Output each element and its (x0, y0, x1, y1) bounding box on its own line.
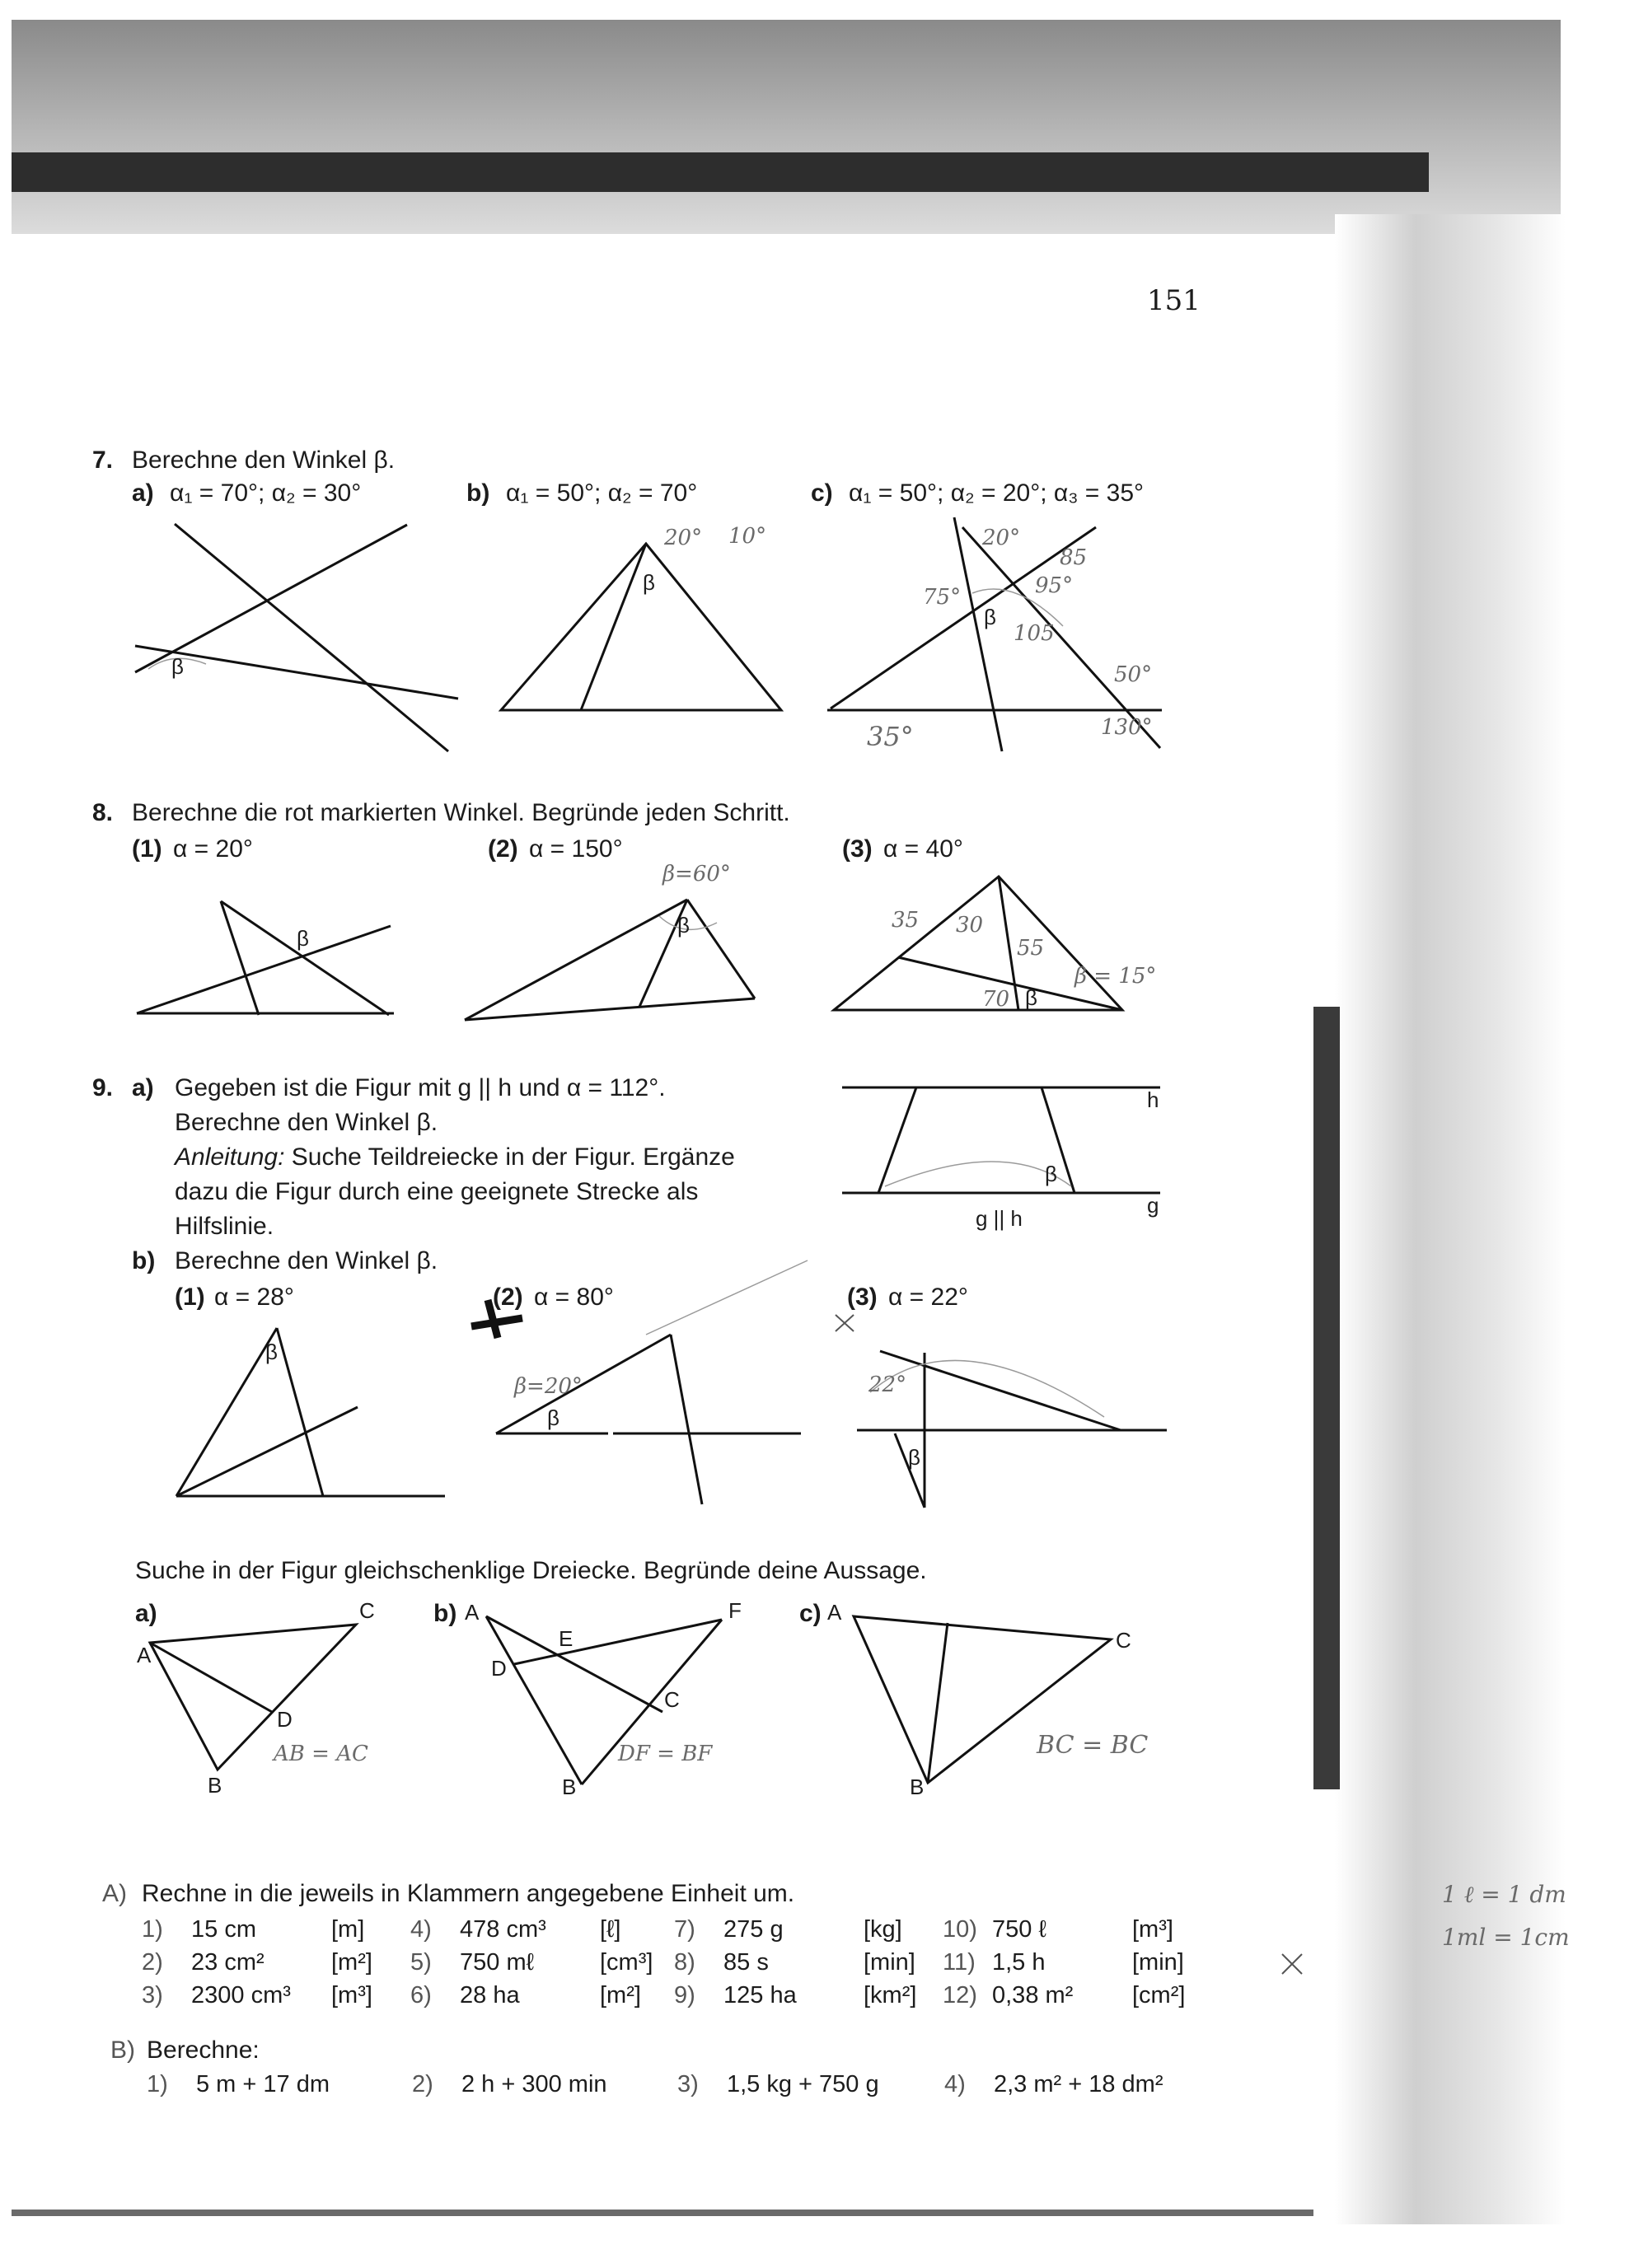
task8-3-label: (3) (842, 835, 873, 863)
task7-number: 7. (92, 447, 114, 474)
taskB-item-1: 1) 5 m + 17 dm (147, 2071, 330, 2097)
taskA-item-10: 10) 750 ℓ [m³] (943, 1916, 1173, 1943)
pt10b-B: B (562, 1775, 577, 1799)
hw-8-3a: 35 (892, 908, 920, 933)
task9a-line4: dazu die Figur durch eine geeignete Strecke als (175, 1178, 699, 1205)
task8-number: 8. (92, 799, 114, 826)
fig8-2-beta: β (677, 913, 690, 938)
fig9a-label-h: h (1147, 1087, 1159, 1112)
pt10a-B: B (208, 1773, 222, 1798)
task9a-line3: Suche Teildreiecke in der Figur. Ergänze (291, 1143, 735, 1171)
task9a-line1: Gegeben ist die Figur mit g || h und α = 112°. (175, 1074, 666, 1101)
fig7a-beta: β (171, 654, 184, 679)
taskA-item-5: 5) 750 mℓ [cm³] (410, 1949, 653, 1976)
task9a-hint-label: Anleitung: (175, 1143, 285, 1171)
task9b-label: b) (132, 1247, 156, 1274)
hw-7b-1: 20° (664, 526, 703, 550)
pt10c-B: B (910, 1775, 925, 1799)
fig-8-1 (137, 901, 394, 1015)
task9b-1-label: (1) (175, 1284, 205, 1311)
hw-7c-7: 130° (1101, 715, 1153, 740)
taskB-prompt: Berechne: (147, 2037, 260, 2064)
taskB-item-3: 3) 1,5 kg + 750 g (677, 2071, 879, 2097)
fig-9a (842, 1087, 1160, 1193)
hw-9b-3: 22° (868, 1372, 907, 1397)
taskA-label: A) (102, 1880, 127, 1907)
fig-7b (501, 544, 781, 710)
hw-7c-8: 35° (867, 721, 914, 752)
taskA-item-6: 6) 28 ha [m²] (410, 1982, 641, 2008)
top-dark-strip (12, 152, 1429, 192)
fig9b2-beta: β (547, 1405, 559, 1430)
task7a-label: a) (132, 479, 154, 507)
task9b-prompt: Berechne den Winkel β. (175, 1247, 438, 1274)
fig8-3-beta: β (1025, 985, 1037, 1010)
hw-8-3c: 55 (1017, 936, 1045, 961)
bottom-rule (12, 2210, 1313, 2216)
task10c-label: c) (799, 1600, 822, 1627)
fig8-1-beta: β (297, 926, 309, 951)
task9a-line5: Hilfslinie. (175, 1213, 274, 1240)
hw-8-3b: 30 (956, 913, 984, 938)
fig9b3-beta: β (908, 1445, 920, 1470)
taskB-item-2: 2) 2 h + 300 min (412, 2071, 607, 2097)
task9a-label: a) (132, 1074, 154, 1101)
fig-8-3 (834, 877, 1122, 1010)
task9b-2-label: (2) (493, 1284, 523, 1311)
taskA-item-11: 11) 1,5 h [min] (943, 1949, 1184, 1976)
fig9a-beta: β (1045, 1162, 1057, 1186)
hw-7c-6: 50° (1114, 662, 1153, 687)
task7b-given: α₁ = 50°; α₂ = 70° (506, 479, 698, 507)
hw-8-3d: β = 15° (1074, 964, 1157, 989)
task9-number: 9. (92, 1074, 114, 1101)
fig-9b-1 (176, 1328, 445, 1496)
hw-7c-1: 20° (982, 526, 1021, 550)
right-edge-shadow (1335, 214, 1566, 2224)
taskA-item-2: 2) 23 cm² [m²] (142, 1949, 372, 1976)
taskB-item-4: 4) 2,3 m² + 18 dm² (944, 2071, 1163, 2097)
fig-9b-2 (496, 1335, 801, 1504)
hw-10a: AB = AC (274, 1742, 368, 1766)
pt10a-D: D (277, 1707, 293, 1732)
fig-7a (135, 524, 458, 751)
task7a-given: α₁ = 70°; α₂ = 30° (170, 479, 362, 507)
hw-8-2: β=60° (662, 862, 731, 886)
taskA-item-4: 4) 478 cm³ [ℓ] (410, 1916, 621, 1943)
task8-prompt: Berechne die rot markierten Winkel. Begründe jeden Schritt. (132, 799, 790, 826)
hw-7c-5: 105 (1014, 621, 1055, 646)
task7c-label: c) (811, 479, 833, 507)
taskB-label: B) (110, 2037, 135, 2064)
task9b-3-given: α = 22° (888, 1284, 968, 1311)
hw-margin-1: 1 ℓ = 1 dm (1442, 1881, 1566, 1908)
hw-7c-4: 75° (923, 585, 962, 610)
top-scan-shadow (12, 20, 1561, 234)
task7c-given: α₁ = 50°; α₂ = 20°; α₃ = 35° (849, 479, 1145, 507)
pt10c-C: C (1116, 1628, 1131, 1653)
taskA-item-3: 3) 2300 cm³ [m³] (142, 1982, 372, 2008)
pt10c-A: A (827, 1600, 842, 1625)
task9a-hint (175, 1145, 735, 1170)
task10a-label: a) (135, 1600, 157, 1627)
fig9a-label-g: g (1147, 1193, 1159, 1218)
task9b-3-label: (3) (847, 1284, 878, 1311)
hw-7c-2: 85 (1060, 545, 1088, 570)
task8-1-label: (1) (132, 835, 162, 863)
task9a-line2: Berechne den Winkel β. (175, 1109, 438, 1136)
pt10b-C: C (664, 1687, 680, 1712)
taskA-prompt: Rechne in die jeweils in Klammern angegebene Einheit um. (142, 1880, 795, 1907)
task9b-1-given: α = 28° (214, 1284, 294, 1311)
hw-7c-3: 95° (1035, 573, 1074, 598)
page-number: 151 (1147, 284, 1201, 317)
taskA-item-7: 7) 275 g [kg] (674, 1916, 902, 1943)
hw-7b-2: 10° (728, 524, 767, 549)
pt10a-C: C (359, 1598, 375, 1623)
task10-prompt: Suche in der Figur gleichschenklige Dreiecke. Begründe deine Aussage. (135, 1557, 927, 1584)
pt10b-F: F (728, 1598, 742, 1623)
taskA-item-8: 8) 85 s [min] (674, 1949, 915, 1976)
taskA-item-9: 9) 125 ha [km²] (674, 1982, 917, 2008)
fig7c-beta: β (984, 605, 996, 629)
taskA-item-12: 12) 0,38 m² [cm²] (943, 1982, 1186, 2008)
task8-3-given: α = 40° (883, 835, 963, 863)
pt10b-D: D (491, 1656, 507, 1681)
binding-bar (1313, 1007, 1340, 1789)
task8-1-given: α = 20° (173, 835, 253, 863)
task7-prompt: Berechne den Winkel β. (132, 447, 396, 474)
pt10a-A: A (137, 1643, 152, 1667)
hw-10c: BC = BC (1037, 1731, 1149, 1760)
fig7b-beta: β (643, 570, 655, 595)
hw-10b: DF = BF (618, 1742, 713, 1766)
fig9b1-beta: β (265, 1340, 278, 1364)
hw-margin-2: 1ml = 1cm (1442, 1924, 1570, 1951)
task9b-2-given: α = 80° (534, 1284, 614, 1311)
fig9a-parallel: g || h (976, 1206, 1023, 1231)
task8-2-given: α = 150° (529, 835, 623, 863)
fig-8-2 (465, 900, 755, 1020)
taskA-item-1: 1) 15 cm [m] (142, 1916, 365, 1943)
task8-2-label: (2) (488, 835, 518, 863)
pt10b-A: A (465, 1600, 480, 1625)
pt10b-E: E (559, 1626, 574, 1651)
hw-9b-2: β=20° (514, 1374, 583, 1399)
task7b-label: b) (466, 479, 490, 507)
hw-8-3e: 70 (982, 987, 1010, 1012)
task10b-label: b) (433, 1600, 457, 1627)
